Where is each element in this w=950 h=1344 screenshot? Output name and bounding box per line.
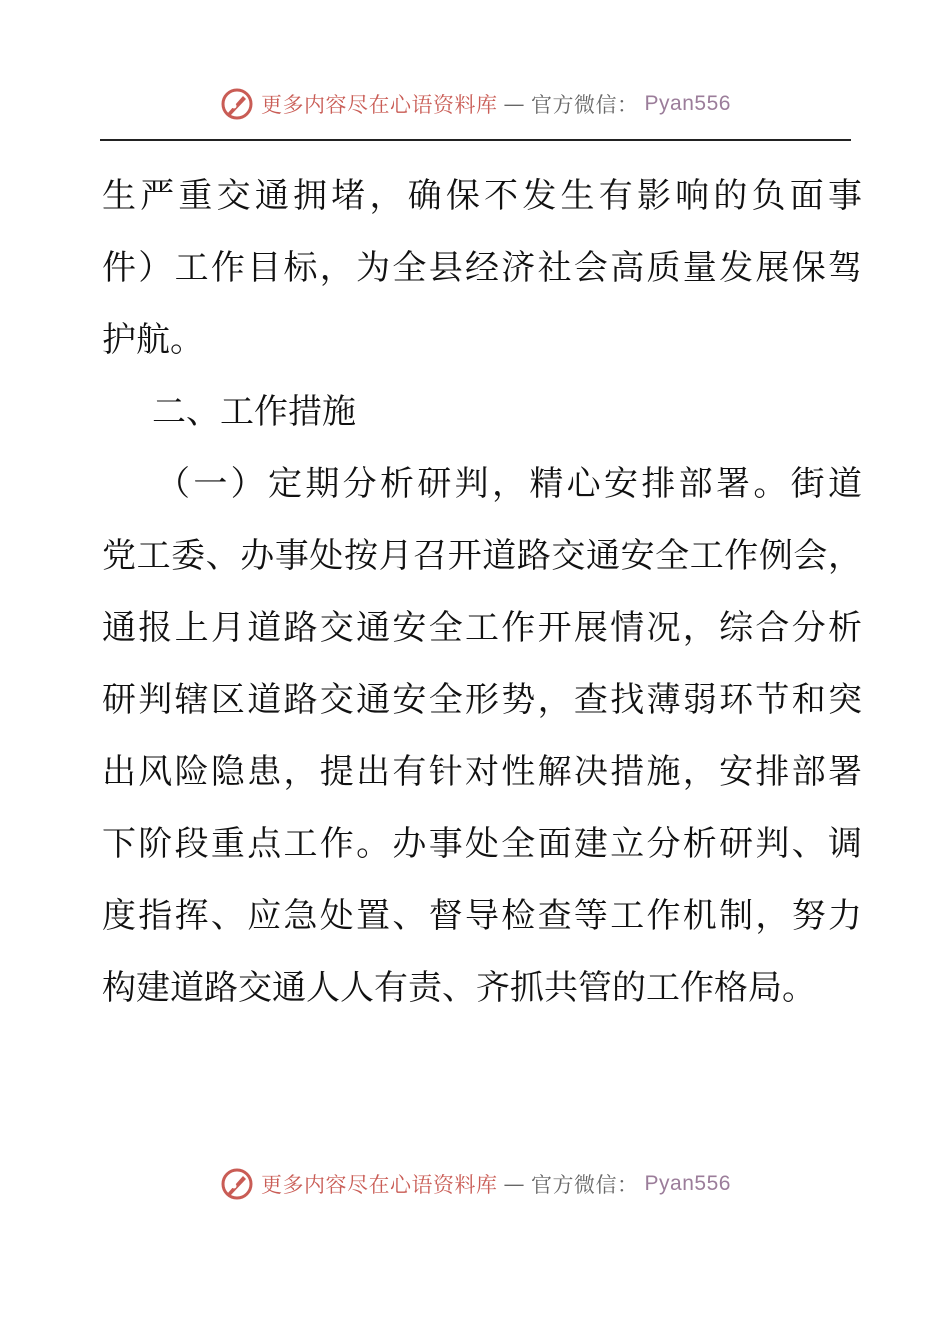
header-divider (100, 139, 851, 141)
paragraph-line: 通报上月道路交通安全工作开展情况，综合分析 (102, 608, 862, 648)
section-heading: 二、工作措施 (152, 392, 356, 432)
paragraph-line: 件）工作目标，为全县经济社会高质量发展保驾 (102, 248, 862, 288)
header-banner (0, 82, 950, 126)
paragraph-line: 出风险隐患，提出有针对性解决措施，安排部署 (102, 752, 862, 792)
paragraph-line: 度指挥、应急处置、督导检查等工作机制，努力 (102, 896, 862, 936)
paragraph-line: 党工委、办事处按月召开道路交通安全工作例会， (102, 536, 862, 576)
banner-wechat-id: Pyan556 (644, 1172, 731, 1195)
banner-site-name: 更多内容尽在心语资料库 (261, 1173, 498, 1197)
banner-dash: — (503, 1172, 526, 1196)
banner-wechat-label: 官方微信： (531, 1173, 639, 1197)
pen-nib-circle-icon (219, 1166, 255, 1202)
banner-site-name: 更多内容尽在心语资料库 (261, 93, 498, 117)
document-body (102, 160, 862, 1024)
banner-wechat-id: Pyan556 (644, 92, 731, 115)
paragraph-line: 生严重交通拥堵，确保不发生有影响的负面事 (102, 176, 862, 216)
footer-banner (0, 1162, 950, 1206)
paragraph-line: 研判辖区道路交通安全形势，查找薄弱环节和突 (102, 680, 862, 720)
banner-wechat-label: 官方微信： (531, 93, 639, 117)
paragraph-line: 下阶段重点工作。办事处全面建立分析研判、调 (102, 824, 862, 864)
paragraph-line: （一）定期分析研判，精心安排部署。街道 (156, 464, 862, 504)
paragraph-line: 护航。 (102, 320, 204, 360)
banner-dash: — (503, 92, 526, 116)
paragraph-line: 构建道路交通人人有责、齐抓共管的工作格局。 (102, 968, 816, 1008)
pen-nib-circle-icon (219, 86, 255, 122)
